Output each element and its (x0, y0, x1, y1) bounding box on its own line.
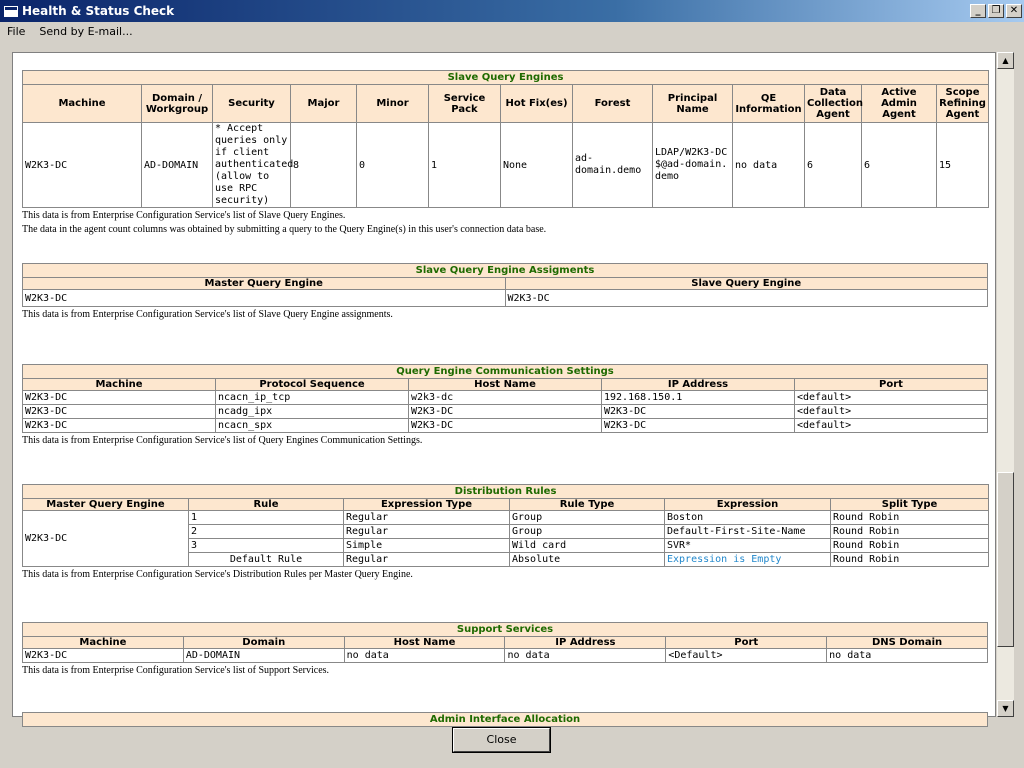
expression-empty-link[interactable]: Expression is Empty (665, 553, 831, 567)
col-header: IP Address (505, 637, 666, 649)
table-cell: Default-First-Site-Name (665, 525, 831, 539)
col-header: Port (666, 637, 827, 649)
assign-table (22, 263, 988, 307)
col-header: Host Name (344, 637, 505, 649)
col-header: Slave Query Engine (505, 278, 988, 290)
col-header: Data Collection Agent (805, 85, 862, 123)
table-cell: W2K3-DC (23, 511, 189, 567)
table-row (23, 649, 988, 663)
title-bar (0, 0, 1024, 22)
report-content (12, 52, 996, 725)
table-cell: W2K3-DC (23, 649, 184, 663)
table-cell: Round Robin (831, 525, 989, 539)
col-header: Host Name (409, 379, 602, 391)
table-cell: Boston (665, 511, 831, 525)
table-row (23, 290, 988, 307)
dist-section (22, 484, 988, 582)
table-cell: <default> (795, 405, 988, 419)
table-cell: no data (344, 649, 505, 663)
table-cell: W2K3-DC (23, 405, 216, 419)
table-cell: 0 (357, 123, 429, 208)
table-cell: Default Rule (189, 553, 344, 567)
table-cell: <default> (795, 391, 988, 405)
col-header: Domain (183, 637, 344, 649)
slave-qe-section (22, 70, 988, 237)
table-cell: Regular (344, 511, 510, 525)
table-cell: AD-DOMAIN (183, 649, 344, 663)
table-cell: ncacn_ip_tcp (216, 391, 409, 405)
col-header: Active Admin Agent (862, 85, 937, 123)
table-cell: W2K3-DC (602, 405, 795, 419)
assign-note: This data is from Enterprise Configuration Service's list of Slave Query Engine assignments. (22, 309, 393, 320)
col-header: Security (213, 85, 291, 123)
table-cell: 6 (805, 123, 862, 208)
col-header: IP Address (602, 379, 795, 391)
menu-file[interactable]: File (7, 24, 26, 38)
maximize-button[interactable]: ❐ (988, 4, 1004, 18)
comm-note: This data is from Enterprise Configuration Service's list of Query Engines Communication Settings. (22, 435, 423, 446)
table-cell: no data (505, 649, 666, 663)
scroll-thumb[interactable] (997, 472, 1014, 647)
col-header: Hot Fix(es) (501, 85, 573, 123)
table-cell: 1 (189, 511, 344, 525)
table-cell: W2K3-DC (505, 290, 988, 307)
table-cell: Wild card (510, 539, 665, 553)
support-section (22, 622, 988, 678)
table-cell: <default> (795, 419, 988, 433)
table-cell: W2K3-DC (23, 290, 506, 307)
table-cell: 192.168.150.1 (602, 391, 795, 405)
table-cell: None (501, 123, 573, 208)
col-header: Master Query Engine (23, 499, 189, 511)
close-window-button[interactable]: ✕ (1006, 4, 1022, 18)
col-header: Service Pack (429, 85, 501, 123)
table-cell: AD-DOMAIN (142, 123, 213, 208)
table-cell: Round Robin (831, 553, 989, 567)
dist-note: This data is from Enterprise Configuration Service's Distribution Rules per Master Query Engine. (22, 569, 413, 580)
close-button[interactable]: Close (453, 728, 550, 752)
slave-qe-note-agents: The data in the agent count columns was obtained by submitting a query to the Query Engine(s) in this user's connection data base. (22, 224, 547, 235)
col-header: Forest (573, 85, 653, 123)
menu-bar (0, 22, 1024, 40)
table-row (23, 123, 989, 208)
col-header: Machine (23, 379, 216, 391)
table-cell: Group (510, 525, 665, 539)
table-cell: Regular (344, 553, 510, 567)
col-header: Machine (23, 637, 184, 649)
table-cell: W2K3-DC (409, 405, 602, 419)
menu-send-email[interactable]: Send by E-mail... (39, 24, 133, 38)
table-cell: ncadg_ipx (216, 405, 409, 419)
table-cell: W2K3-DC (602, 419, 795, 433)
scroll-down-icon[interactable]: ▼ (997, 700, 1014, 717)
table-cell: 3 (189, 539, 344, 553)
slave-qe-caption: Slave Query Engines (23, 71, 989, 85)
table-cell: no data (827, 649, 988, 663)
minimize-button[interactable]: _ (970, 4, 986, 18)
table-cell: W2K3-DC (409, 419, 602, 433)
table-cell: 6 (862, 123, 937, 208)
col-header: DNS Domain (827, 637, 988, 649)
table-cell: SVR* (665, 539, 831, 553)
table-row (23, 405, 988, 419)
slave-qe-note: This data is from Enterprise Configuration Service's list of Slave Query Engines. (22, 210, 346, 221)
table-cell: LDAP/W2K3-DC$@ad-domain.demo (653, 123, 733, 208)
col-header: Principal Name (653, 85, 733, 123)
col-header: Minor (357, 85, 429, 123)
slave-qe-table (22, 70, 989, 208)
table-cell: W2K3-DC (23, 123, 142, 208)
table-cell: ad-domain.demo (573, 123, 653, 208)
next-table (22, 712, 988, 727)
table-cell: no data (733, 123, 805, 208)
table-cell: Regular (344, 525, 510, 539)
col-header: Machine (23, 85, 142, 123)
col-header: Expression (665, 499, 831, 511)
table-cell: Group (510, 511, 665, 525)
comm-table (22, 364, 988, 433)
support-caption: Support Services (23, 623, 988, 637)
col-header: QE Information (733, 85, 805, 123)
table-cell: W2K3-DC (23, 391, 216, 405)
table-cell: ncacn_spx (216, 419, 409, 433)
table-row (23, 391, 988, 405)
table-row (23, 419, 988, 433)
col-header: Port (795, 379, 988, 391)
col-header: Protocol Sequence (216, 379, 409, 391)
scroll-up-icon[interactable]: ▲ (997, 52, 1014, 69)
table-cell: w2k3-dc (409, 391, 602, 405)
table-cell: W2K3-DC (23, 419, 216, 433)
support-note: This data is from Enterprise Configuration Service's list of Support Services. (22, 665, 330, 676)
table-row (23, 511, 989, 525)
window-title: Health & Status Check (22, 4, 175, 18)
vertical-scrollbar[interactable] (997, 52, 1014, 717)
col-header: Major (291, 85, 357, 123)
table-cell: 15 (937, 123, 989, 208)
col-header: Domain / Workgroup (142, 85, 213, 123)
col-header: Split Type (831, 499, 989, 511)
comm-section (22, 364, 988, 448)
table-cell: 1 (429, 123, 501, 208)
dist-table (22, 484, 989, 567)
assign-section (22, 263, 988, 322)
support-table (22, 622, 988, 663)
table-cell: 8 (291, 123, 357, 208)
next-section (22, 712, 988, 727)
table-cell: Round Robin (831, 511, 989, 525)
col-header: Expression Type (344, 499, 510, 511)
col-header: Master Query Engine (23, 278, 506, 290)
table-cell: Round Robin (831, 539, 989, 553)
assign-caption: Slave Query Engine Assigments (23, 264, 988, 278)
table-cell: Simple (344, 539, 510, 553)
table-cell: 2 (189, 525, 344, 539)
dist-caption: Distribution Rules (23, 485, 989, 499)
table-cell: Absolute (510, 553, 665, 567)
col-header: Rule (189, 499, 344, 511)
next-caption: Admin Interface Allocation (23, 713, 988, 727)
table-cell: <Default> (666, 649, 827, 663)
table-cell: * Accept queries only if client authenticated (allow to use RPC security) (213, 123, 291, 208)
window-icon (4, 6, 18, 17)
col-header: Scope Refining Agent (937, 85, 989, 123)
comm-caption: Query Engine Communication Settings (23, 365, 988, 379)
col-header: Rule Type (510, 499, 665, 511)
